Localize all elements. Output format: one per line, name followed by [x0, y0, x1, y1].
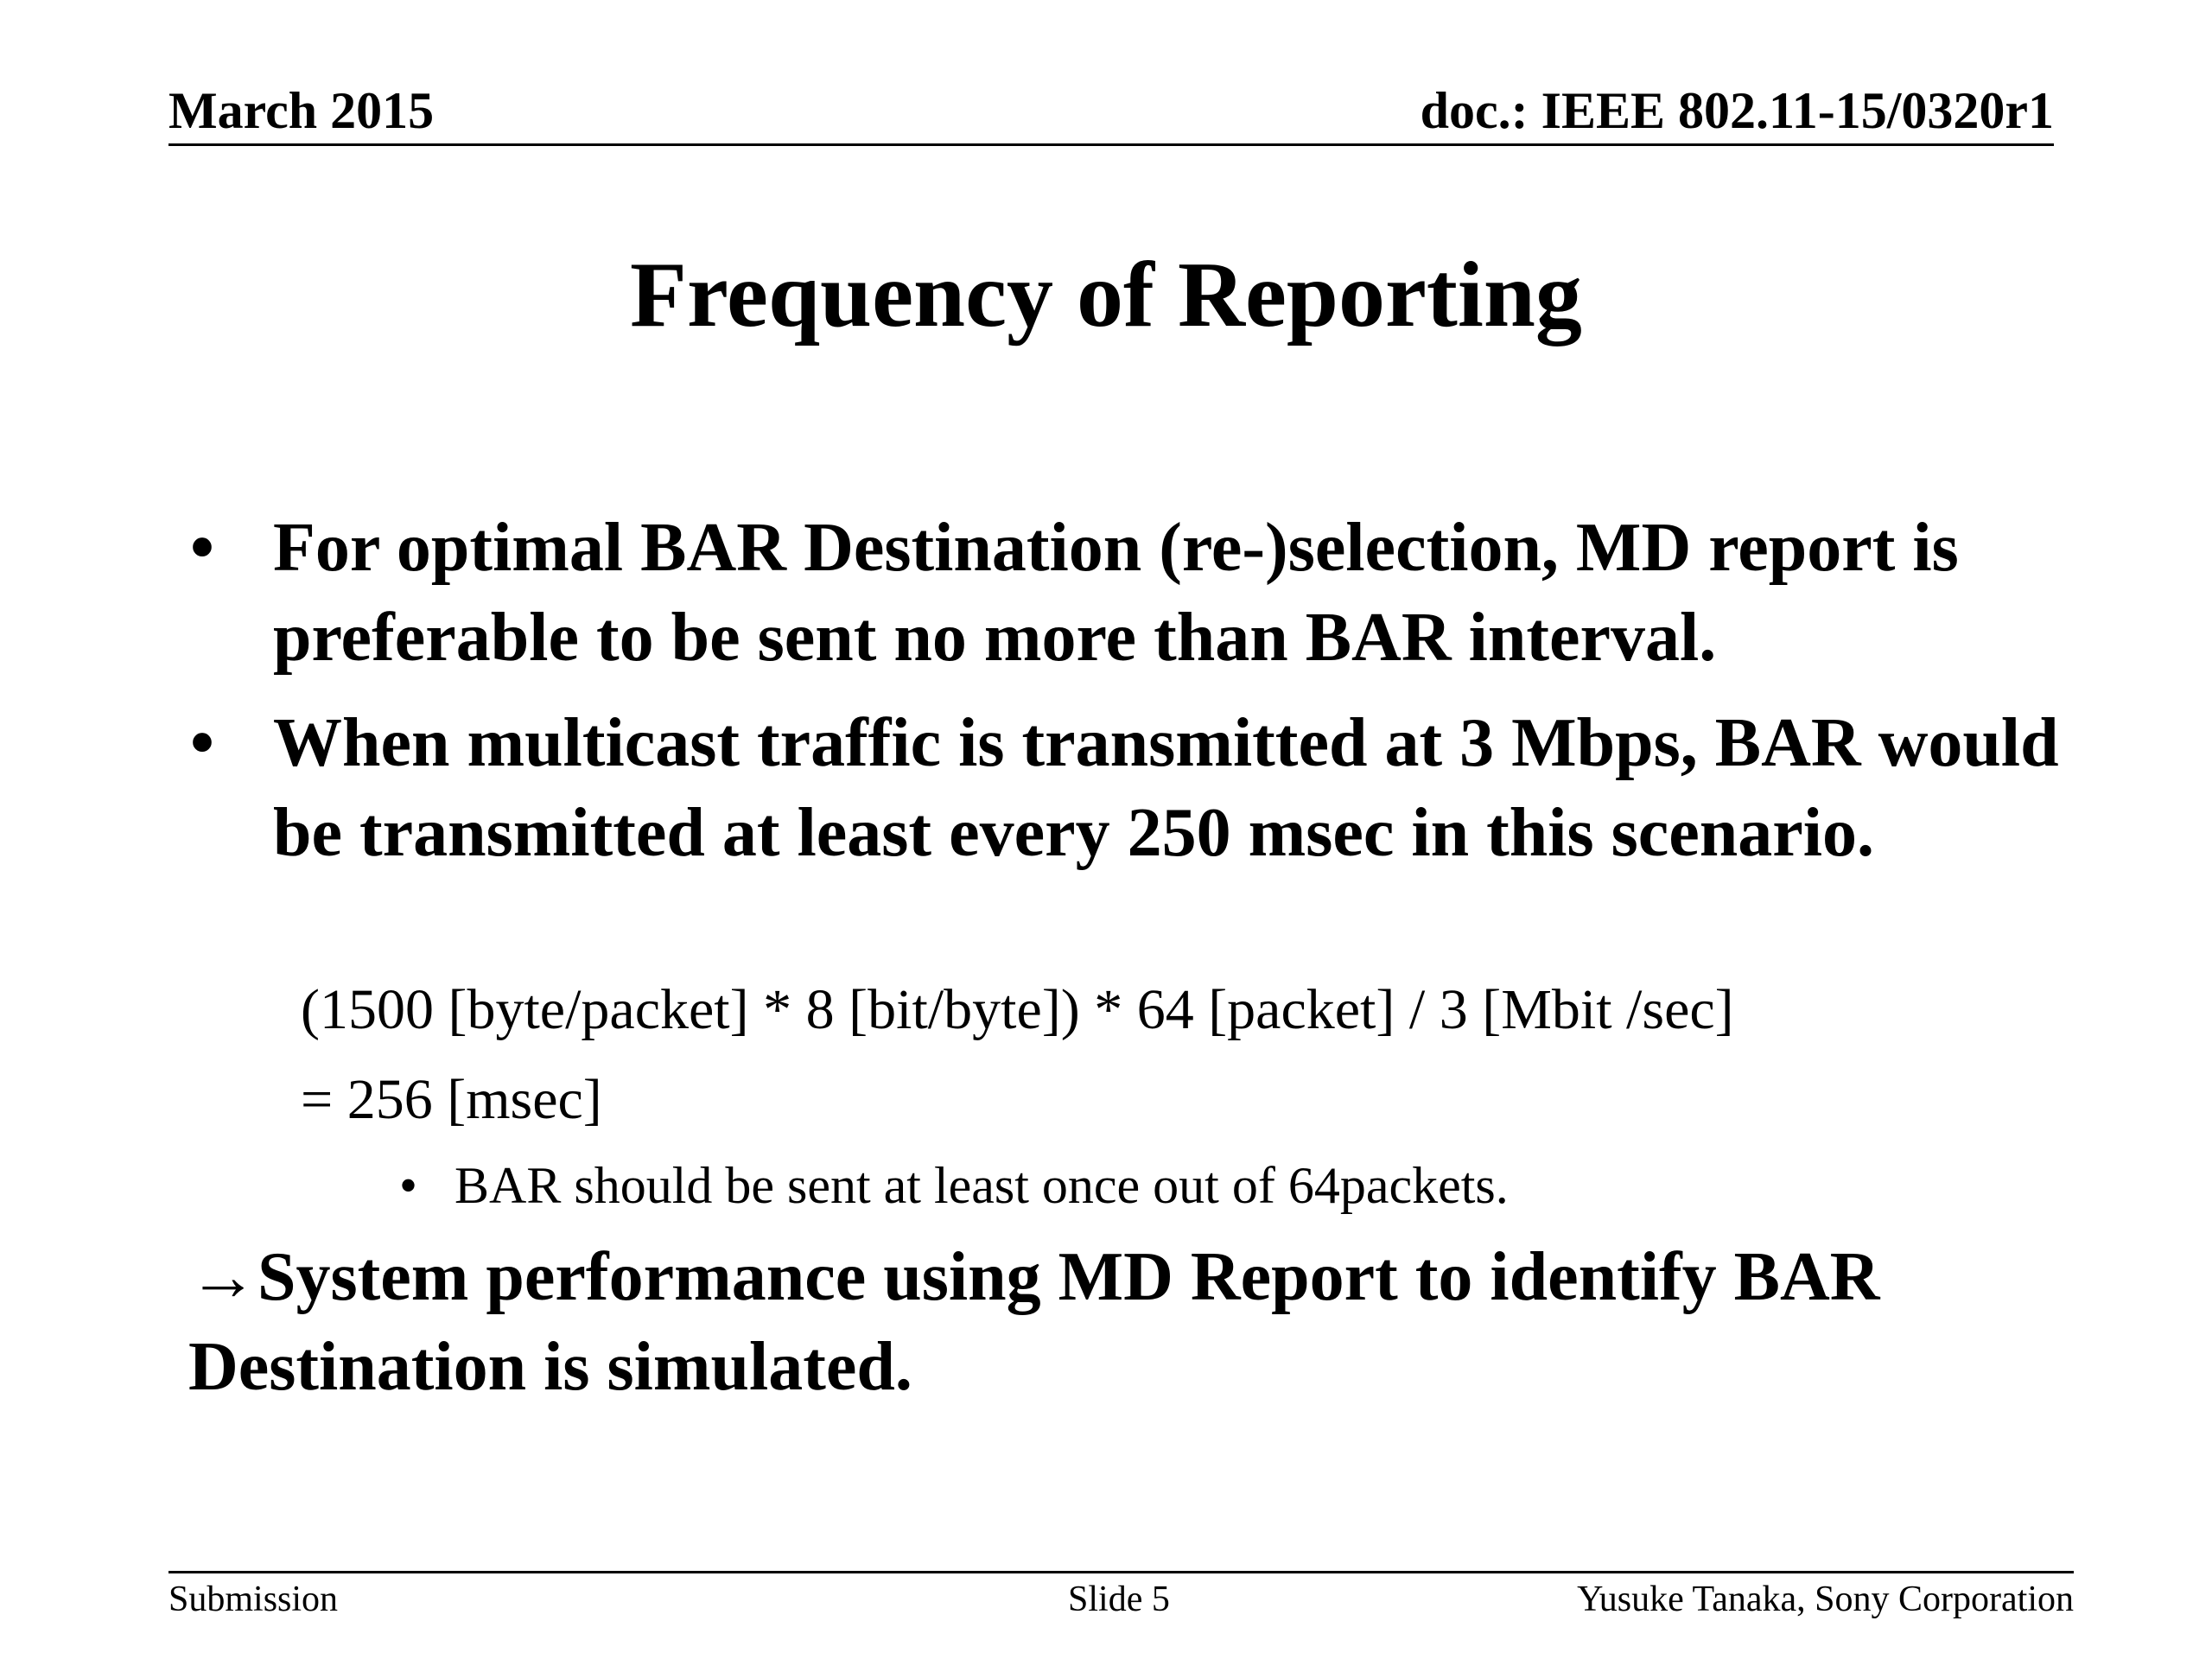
footer-slide-number: Slide 5 [1068, 1580, 1170, 1619]
header-date: March 2015 [168, 82, 435, 139]
sub-bullet-text: BAR should be sent at least once out of 64packets. [454, 1157, 1509, 1214]
formula-line-1: (1500 [byte/packet] * 8 [bit/byte]) * 64 [packet] / 3 [Mbit /sec] [301, 978, 1734, 1041]
slide-title: Frequency of Reporting [630, 244, 1582, 346]
header-rule [168, 143, 2054, 146]
bullet-2-text: When multicast traffic is transmitted at 3 Mbps, BAR would be transmitted at least every 250 msec in this scenario. [273, 705, 2059, 871]
formula-line-2: = 256 [msec] [301, 1068, 602, 1131]
footer-rule [168, 1571, 2074, 1573]
footer-author: Yusuke Tanaka, Sony Corporation [1577, 1580, 2074, 1619]
footer-submission: Submission [168, 1580, 339, 1619]
conclusion-text: →System performance using MD Report to identify BAR Destination is simulated. [188, 1239, 1880, 1405]
sub-bullet-marker: • [399, 1157, 418, 1214]
bullet-1-marker: • [190, 510, 215, 586]
bullet-2-marker: • [190, 705, 215, 781]
header-doc-id: doc.: IEEE 802.11-15/0320r1 [1420, 82, 2054, 139]
bullet-1-text: For optimal BAR Destination (re-)selection, MD report is preferable to be sent no more than BAR interval. [273, 510, 1959, 676]
